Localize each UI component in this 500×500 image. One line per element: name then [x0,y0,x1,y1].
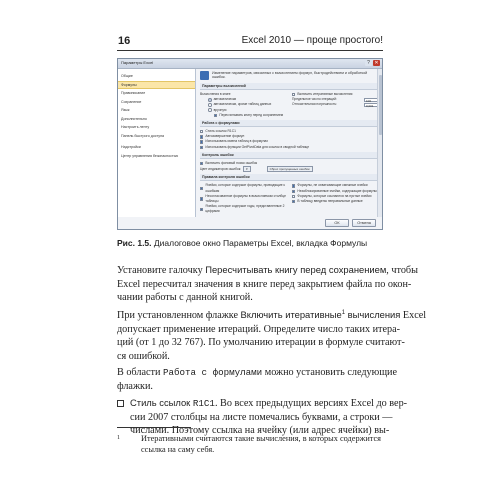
getpivot-checkbox[interactable]: Использовать функции GetPivotData для ссылок в сводной таблице [200,145,378,150]
footnote-ref[interactable]: 1 [341,309,346,316]
ok-button[interactable]: ОК [325,219,349,227]
checkbox-on-icon [200,140,203,143]
p2-line-3: ций (от 1 до 32 767). По умолчанию итерации в формуле считают- [117,337,405,349]
term-r1c1: Стиль ссылок R1C1 [130,397,215,409]
nav-item-customize-ribbon[interactable]: Настроить ленту [121,125,150,129]
section-errors-title: Контроль ошибок [200,152,378,159]
figure-caption-text: Диалоговое окно Параметры Excel, вкладка Формулы [153,238,368,248]
window-controls [365,60,380,66]
rule-right-1[interactable]: Незаблокированные ячейки, содержащие формулы [292,189,378,194]
b1-line-1: Стиль ссылок R1C1. Во всех предыдущих версиях Excel до вер- [117,396,383,411]
p2-line-2: допускает применение итераций. Определите число таких итера- [117,323,401,335]
help-icon[interactable]: ? [365,60,372,66]
dialog-titlebar [118,59,382,69]
rules-right [292,183,378,214]
bullet-square-icon [117,400,124,407]
nav-item-general[interactable]: Общие [121,74,133,78]
autocomplete-checkbox[interactable]: Автозавершение формул [200,134,378,139]
pane-scrollbar[interactable] [377,69,382,217]
checkbox-on-icon [214,114,217,117]
bullet-item-1 [117,396,408,438]
nav-item-language[interactable]: Язык [121,108,130,112]
p2-line-4: ся ошибкой. [117,350,170,362]
radio-off-icon [208,103,212,107]
nav-item-proofing[interactable]: Правописание [121,91,146,95]
p2-line-1: При установленном флажке Включить итеративные$^1$ вычисления Excel [117,309,427,321]
header-rule [117,50,383,51]
p3-line-2: флажки. [117,380,153,392]
pane-intro [200,71,378,80]
radio-on-icon [208,98,212,102]
b1-line-2: сии 2007 столбцы на листе помечались буквами, а строки — [130,411,393,423]
nav-item-quick-access[interactable]: Панель быстрого доступа [121,133,165,138]
formulas-pane [196,69,382,217]
calc-columns [200,92,378,118]
rule-left-1[interactable]: Несогласованное формулы в вычисляемом столбце таблицы [200,194,286,204]
rules-left [200,183,286,214]
checkbox-on-icon [200,135,203,138]
dialog-body [118,69,382,217]
calc-right [292,92,378,118]
nav-item-addins[interactable]: Надстройки [121,145,141,149]
section-rules-title: Правила контроля ошибок [200,174,378,181]
section-formulas-title: Работа с формулами [200,120,378,127]
max-iterations-input[interactable]: 100 [364,98,378,102]
iterative-checkbox[interactable]: Включить итеративные вычисления [292,92,378,97]
background-errors-checkbox[interactable]: Включить фоновый поиск ошибок [200,161,378,166]
table-names-checkbox[interactable]: Использовать имена таблиц в формулах [200,139,378,144]
radio-auto[interactable]: автоматически [200,97,286,102]
running-title: Excel 2010 — проще простого! [241,35,383,46]
excel-options-dialog [117,58,383,230]
radio-off-icon [208,108,212,112]
nav-item-trust-center[interactable]: Центр управления безопасностью [121,153,179,158]
rules-columns [200,183,378,214]
footnote-number: 1 [117,435,120,441]
rule-left-0[interactable]: Ячейки, которые содержат формулы, приводящие к ошибкам [200,183,286,193]
p3-line-1: В области Работа с формулами можно установить следующие [117,367,398,378]
nav-item-advanced[interactable]: Дополнительно [121,116,147,121]
footnote-line-1: Итеративными считаются такие вычисления, в которых содержится [141,434,381,443]
b1-line-3: числами. Поэтому ссылка на ячейку (или адрес ячейки) вы- [130,425,390,437]
rule-right-3[interactable]: В таблицу введены неправильные данные [292,199,378,204]
dialog-footer [118,217,382,229]
error-color-row: Цвет индикаторов ошибок: ▾ Сброс пропущенных ошибок [200,166,378,172]
rule-right-0[interactable]: Формулы, не охватывающие смежные ячейки [292,183,378,188]
checkbox-on-icon [292,190,295,193]
close-icon[interactable]: ✕ [374,60,379,66]
figure-caption [117,238,367,248]
checkbox-off-icon [200,130,203,133]
recalc-before-save-checkbox[interactable]: Пересчитывать книгу перед сохранением [200,113,286,118]
checkbox-on-icon [200,146,203,149]
paragraph-2 [117,308,427,363]
paragraph-1 [117,263,418,305]
cancel-button[interactable]: Отмена [352,219,376,227]
page-number: 16 [118,35,131,47]
r1c1-checkbox[interactable]: Стиль ссылок R1C1 [200,129,378,134]
rule-left-2[interactable]: Ячейки, которые содержат годы, представленные 2 цифрами [200,204,286,214]
checkbox-off-icon [292,93,295,96]
p1-line-1: Установите галочку Пересчитывать книгу перед сохранением, чтобы [117,264,418,276]
term-formulas-area: Работа с формулами [162,367,263,378]
term-recalc-before-save: Пересчитывать книгу перед сохранением [205,264,387,275]
radio-auto-except[interactable]: автоматически, кроме таблиц данных [200,102,286,107]
max-iterations-row: Предельное число итераций: 100 [292,97,378,102]
term-iterative: Включить итеративные$^1$ вычисления [240,309,401,320]
max-change-input[interactable]: 0,001 [364,103,378,107]
checkbox-off-icon [292,195,295,198]
max-change-row: Относительная погрешность: 0,001 [292,102,378,107]
p1-line-2: Excel пересчитал значения в книге перед закрытием файла по окон- [117,278,412,290]
checkbox-on-icon [292,184,295,187]
checkbox-on-icon [200,208,203,211]
workbook-calc-label: Вычисления в книге [200,92,231,96]
intro-text: Изменение параметров, связанных с вычислением формул, быстродействием и обработкой ошибок. [212,71,368,80]
footnote-text [141,433,383,455]
p1-line-3: чании работы с данной книгой. [117,292,253,304]
checkbox-on-icon [200,162,203,165]
error-color-picker[interactable]: ▾ [243,166,251,172]
figure-label: Рис. 1.5. [117,238,152,248]
calc-left [200,92,286,118]
checkbox-on-icon [200,197,203,200]
rule-right-2[interactable]: Формулы, которые ссылаются на пустые ячейки [292,194,378,199]
radio-manual[interactable]: вручную [200,108,286,113]
section-calc-title: Параметры вычислений [200,83,378,90]
paragraph-3 [117,366,398,393]
dialog-title: Параметры Excel [121,60,154,65]
scrollbar-thumb[interactable] [379,75,382,135]
nav-item-formulas[interactable]: Формулы [118,81,195,90]
nav-item-save[interactable]: Сохранение [121,99,142,104]
footnote-rule [117,427,191,428]
checkbox-on-icon [292,200,295,203]
checkbox-on-icon [200,187,203,190]
options-nav [118,69,196,217]
formulas-icon [200,71,209,80]
reset-errors-button[interactable]: Сброс пропущенных ошибок [267,166,313,172]
footnote-line-2: ссылка на саму себя. [141,445,215,454]
